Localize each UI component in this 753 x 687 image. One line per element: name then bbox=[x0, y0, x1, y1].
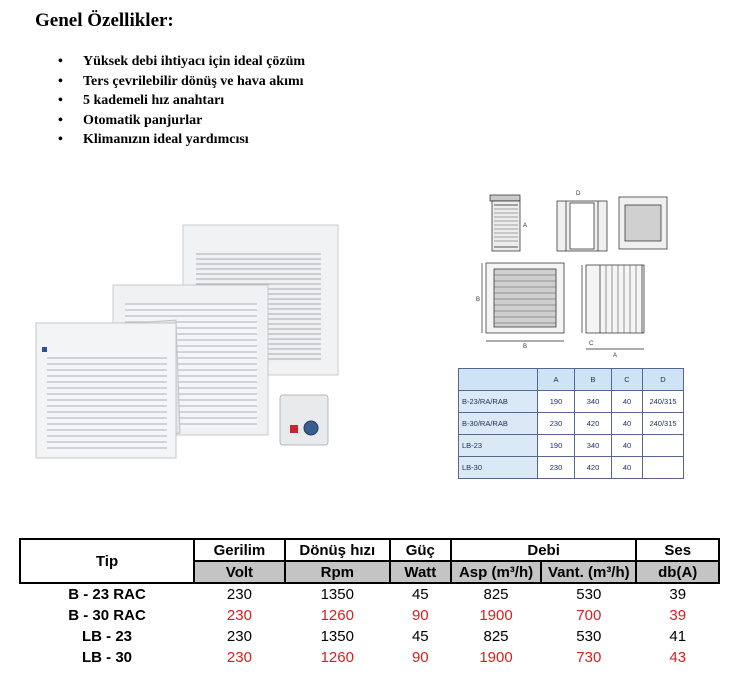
model-cell: LB-30 bbox=[459, 457, 538, 479]
table-row bbox=[459, 391, 684, 413]
dim-label-b-bottom: B bbox=[523, 344, 528, 350]
col-header-donus: Dönüş hızı bbox=[285, 539, 390, 561]
feature-item: • 5 kademeli hız anahtarı bbox=[58, 91, 305, 111]
dim-label-d: D bbox=[576, 191, 581, 197]
dim-label-a: A bbox=[523, 223, 528, 229]
model-cell: B - 23 RAC bbox=[68, 586, 146, 603]
spec-header-row bbox=[20, 539, 719, 561]
table-cell: 43 bbox=[669, 649, 687, 666]
table-cell: 230 bbox=[538, 413, 575, 435]
dim-label-a-bottom: A bbox=[613, 353, 618, 359]
table-cell: 240/315 bbox=[643, 413, 684, 435]
speed-controller bbox=[280, 395, 328, 445]
feature-item: • Otomatik panjurlar bbox=[58, 111, 305, 131]
table-cell bbox=[643, 435, 684, 457]
product-photo bbox=[28, 215, 373, 460]
unit-asp: Asp (m³/h) bbox=[451, 561, 541, 583]
spec-table bbox=[19, 538, 720, 668]
dim-label-b: B bbox=[476, 297, 481, 303]
table-cell: 420 bbox=[575, 457, 612, 479]
table-cell: 825 bbox=[483, 628, 509, 645]
model-cell: B-30/RA/RAB bbox=[459, 413, 538, 435]
brand-logo bbox=[42, 347, 47, 352]
table-row bbox=[20, 626, 719, 647]
table-cell: 700 bbox=[576, 607, 602, 624]
table-row bbox=[459, 435, 684, 457]
table-cell: 45 bbox=[411, 628, 429, 645]
table-cell: 39 bbox=[669, 607, 687, 624]
table-cell: 41 bbox=[669, 628, 687, 645]
dim-label-c: C bbox=[589, 341, 594, 347]
feature-item: • Klimanızın ideal yardımcısı bbox=[58, 130, 305, 150]
table-cell: 40 bbox=[612, 457, 643, 479]
table-cell: 230 bbox=[226, 586, 252, 603]
table-cell: 90 bbox=[411, 607, 429, 624]
feature-item: • Yüksek debi ihtiyacı için ideal çözüm bbox=[58, 52, 305, 72]
dimension-table bbox=[458, 368, 684, 479]
table-cell: 1900 bbox=[479, 649, 513, 666]
page-title: Genel Özellikler: bbox=[35, 10, 174, 31]
col-header-ses: Ses bbox=[636, 539, 719, 561]
table-header-cell bbox=[459, 369, 538, 391]
table-cell: 230 bbox=[226, 649, 252, 666]
table-row bbox=[459, 413, 684, 435]
table-cell: 230 bbox=[226, 628, 252, 645]
table-row bbox=[459, 457, 684, 479]
table-cell: 230 bbox=[538, 457, 575, 479]
controller-knob bbox=[304, 421, 318, 435]
unit-watt: Watt bbox=[390, 561, 451, 583]
table-cell: 230 bbox=[226, 607, 252, 624]
unit-volt: Volt bbox=[194, 561, 285, 583]
table-cell: 40 bbox=[612, 413, 643, 435]
controller-switch bbox=[290, 425, 298, 433]
col-header-guc: Güç bbox=[390, 539, 451, 561]
table-row bbox=[20, 583, 719, 605]
table-cell: 1350 bbox=[320, 586, 354, 603]
feature-item: • Ters çevrilebilir dönüş ve hava akımı bbox=[58, 72, 305, 92]
dimension-drawing bbox=[472, 185, 707, 365]
table-cell: 340 bbox=[575, 435, 612, 457]
table-cell: 1350 bbox=[320, 628, 354, 645]
table-cell: 340 bbox=[575, 391, 612, 413]
table-row bbox=[20, 605, 719, 626]
table-header-cell: C bbox=[612, 369, 643, 391]
model-cell: LB-23 bbox=[459, 435, 538, 457]
table-cell: 530 bbox=[576, 586, 602, 603]
table-cell: 1900 bbox=[479, 607, 513, 624]
table-header-cell: B bbox=[575, 369, 612, 391]
unit-db: db(A) bbox=[636, 561, 719, 583]
table-cell: 825 bbox=[483, 586, 509, 603]
table-cell: 190 bbox=[538, 391, 575, 413]
table-cell: 730 bbox=[576, 649, 602, 666]
table-header-row bbox=[459, 369, 684, 391]
table-cell: 420 bbox=[575, 413, 612, 435]
table-header-cell: A bbox=[538, 369, 575, 391]
table-cell: 45 bbox=[411, 586, 429, 603]
table-cell: 190 bbox=[538, 435, 575, 457]
table-row bbox=[20, 647, 719, 668]
table-header-cell: D bbox=[643, 369, 684, 391]
model-cell: LB - 30 bbox=[82, 649, 133, 666]
unit-rpm: Rpm bbox=[285, 561, 390, 583]
model-cell: LB - 23 bbox=[82, 628, 133, 645]
table-cell: 40 bbox=[612, 391, 643, 413]
table-cell: 39 bbox=[669, 586, 687, 603]
table-cell: 530 bbox=[576, 628, 602, 645]
table-cell: 40 bbox=[612, 435, 643, 457]
col-header-tip: Tip bbox=[20, 539, 194, 583]
table-cell bbox=[643, 457, 684, 479]
table-cell: 1260 bbox=[320, 607, 354, 624]
col-header-gerilim: Gerilim bbox=[194, 539, 285, 561]
feature-list bbox=[58, 52, 305, 150]
col-header-debi: Debi bbox=[451, 539, 637, 561]
front-unit-louvres bbox=[47, 353, 167, 452]
table-cell: 1260 bbox=[320, 649, 354, 666]
model-cell: B-23/RA/RAB bbox=[459, 391, 538, 413]
model-cell: B - 30 RAC bbox=[68, 607, 146, 624]
unit-vant: Vant. (m³/h) bbox=[541, 561, 636, 583]
table-cell: 90 bbox=[411, 649, 429, 666]
table-cell: 240/315 bbox=[643, 391, 684, 413]
